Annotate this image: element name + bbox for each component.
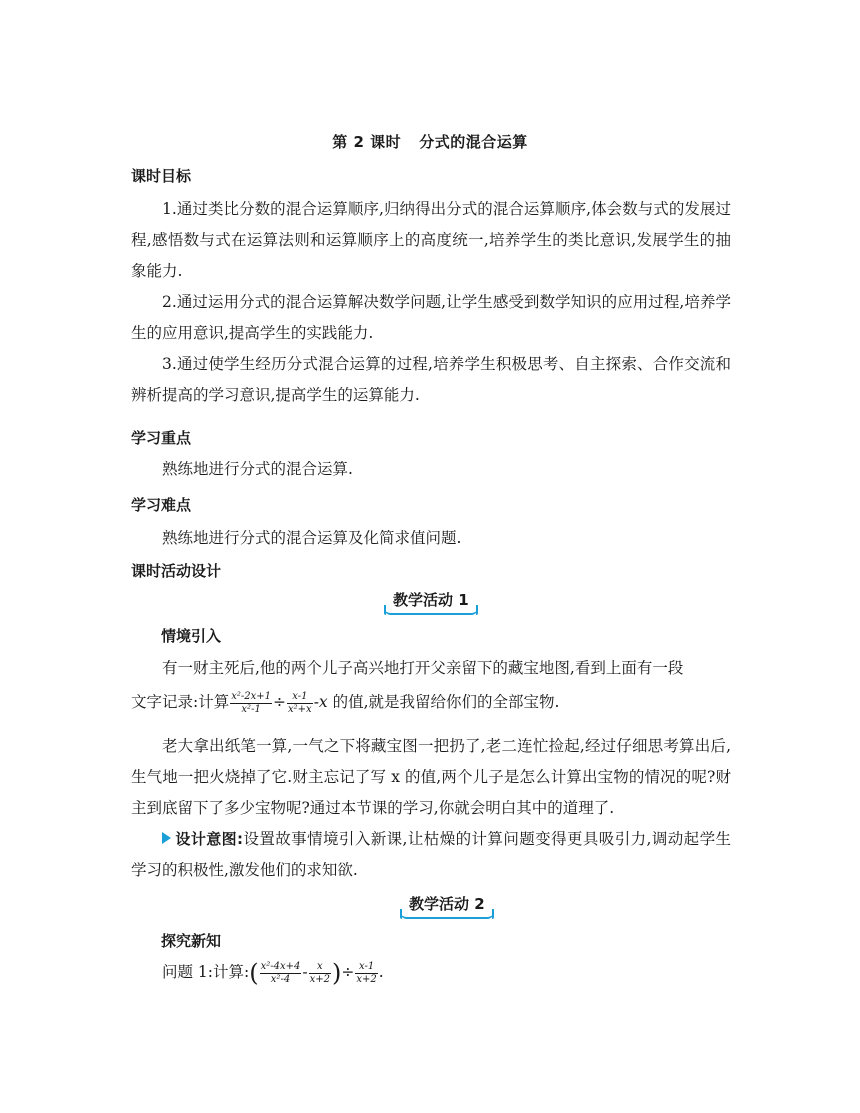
right-paren: ) [332,959,342,987]
division-sign-2: ÷ [341,963,355,981]
story-suffix: 的值,就是我留给你们的全部宝物. [327,693,560,711]
q-fraction-a-numerator: x²-4x+4 [260,960,301,972]
triangle-marker-icon [162,832,171,844]
intent-text: 设置故事情境引入新课,让枯燥的计算问题变得更具吸引力,调动起学生学习的积极性,激发他们的求知欲. [131,830,731,879]
story-prefix: 文字记录:计算 [131,693,230,711]
activity-2-subheading: 探究新知 [161,932,222,950]
fraction-1-denominator: x²-1 [241,703,261,715]
objective-3: 3.通过使学生经历分式混合运算的过程,培养学生积极思考、自主探索、合作交流和辨析提高的学习意识,提高学生的运算能力. [131,355,731,404]
q-fraction-c [355,961,377,986]
q-fraction-c-numerator: x-1 [355,961,377,974]
q-fraction-b [309,961,331,986]
page-title [0,131,860,152]
story-line-1: 有一财主死后,他的两个儿子高兴地打开父亲留下的藏宝地图,看到上面有一段 [162,659,684,677]
q-fraction-a [260,961,302,986]
intent-label: 设计意图: [175,830,244,848]
story-line-2 [131,690,559,716]
activity-2-badge: 教学活动 2 [400,893,494,919]
story-paragraph-2: 老大拿出纸笔一算,一气之下将藏宝图一把扔了,老二连忙捡起,经过仔细思考算出后,生气地一把火烧掉了它.财主忘记了写 x 的值,两个儿子是怎么计算出宝物的情况的呢?财主到底留下了多少宝物呢?通过本节课的学习,你就会明白其中的道理了. [131,737,731,817]
fraction-1-numerator: x²-2x+1 [231,690,272,702]
question-1 [162,960,384,986]
fraction-2-numerator: x-1 [287,691,313,704]
objective-1: 1.通过类比分数的混合运算顺序,归纳得出分式的混合运算顺序,体会数与式的发展过程,感悟数与式在运算法则和运算顺序上的高度统一,培养学生的类比意识,发展学生的抽象能力. [131,200,731,280]
objective-2: 2.通过运用分式的混合运算解决数学问题,让学生感受到数学知识的应用过程,培养学生的应用意识,提高学生的实践能力. [131,293,731,342]
design-heading: 课时活动设计 [131,562,222,580]
fraction-1 [230,691,272,716]
q-fraction-b-numerator: x [309,961,331,974]
q-fraction-b-denominator: x+2 [309,973,331,985]
difficulty-heading: 学习难点 [131,496,192,514]
difficulty-text: 熟练地进行分式的混合运算及化简求值问题. [162,529,462,547]
activity-1-badge: 教学活动 1 [384,589,478,615]
fraction-2 [287,691,313,716]
left-paren: ( [249,959,259,987]
activity-1-subheading: 情境引入 [161,627,222,645]
lesson-title: 分式的混合运算 [419,133,528,151]
q-fraction-a-denominator: x²-4 [270,973,291,985]
division-sign: ÷ [273,693,287,711]
question-1-label: 问题 1:计算: [162,963,250,981]
design-intent [131,824,731,886]
lesson-number: 第 2 课时 [332,133,402,151]
objectives-heading: 课时目标 [131,167,192,185]
minus-x: -x [313,693,328,711]
period: . [378,963,384,981]
focus-text: 熟练地进行分式的混合运算. [162,460,353,478]
minus-sign: - [302,963,308,981]
q-fraction-c-denominator: x+2 [356,973,377,985]
fraction-2-denominator: x²+x [288,703,312,715]
focus-heading: 学习重点 [131,429,192,447]
